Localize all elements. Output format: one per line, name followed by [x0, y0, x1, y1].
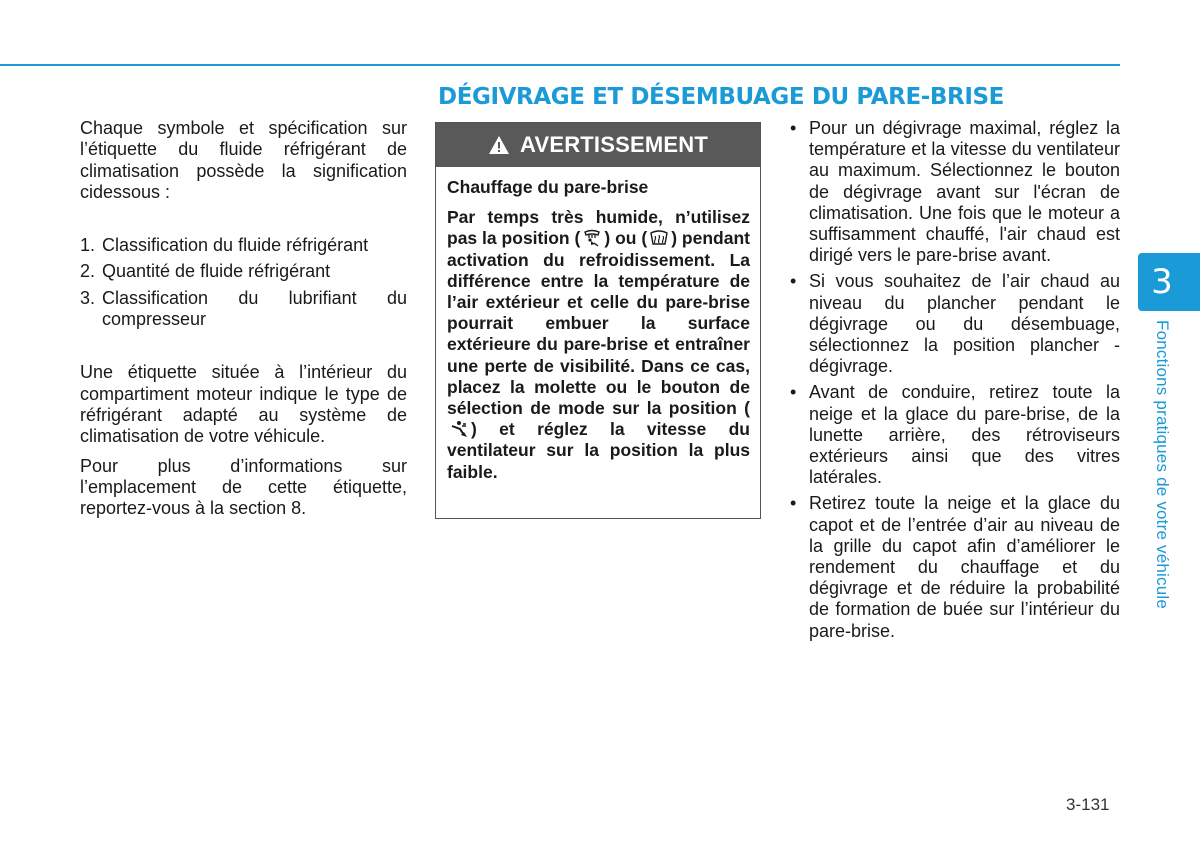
floor-defrost-icon: [583, 229, 601, 247]
page-number: 3-131: [1066, 795, 1110, 814]
list-item: 3. Classification du lubrifiant du compresseur: [80, 287, 407, 330]
bullet-item: • Si vous souhaitez de l’air chaud au niveau du plancher pendant le dégivrage ou du désembuage, sélectionnez la position plancher - dégivrage.: [790, 271, 1120, 377]
right-column: [789, 118, 1120, 647]
floor-mode-icon: [450, 420, 468, 438]
warning-header: [436, 123, 760, 167]
more-info-paragraph: Pour plus d’informations sur l’emplacement de cette étiquette, reportez-vous à la section 8.: [80, 455, 407, 519]
front-defrost-icon: [650, 229, 668, 247]
list-item: 2. Quantité de fluide réfrigérant: [80, 261, 331, 282]
chapter-label: Fonctions pratiques de votre véhicule: [1153, 320, 1172, 610]
bullet-item: • Retirez toute la neige et la glace du capot et de l’entrée d’air au niveau de la grille du capot afin d’améliorer le rendement du chauffage et du dégivrage et de réduire la probabilité de formation de buée sur l’intérieur du pare-brise.: [790, 493, 1120, 641]
chapter-tab: 3: [1138, 253, 1200, 311]
warning-box: [435, 122, 761, 519]
top-rule: [0, 64, 1120, 66]
warning-subtitle: Chauffage du pare-brise: [447, 177, 649, 197]
intro-paragraph: Chaque symbole et spécification sur l’étiquette du fluide réfrigérant de climatisation possède la signification cidessous :: [80, 118, 407, 202]
warning-label: AVERTISSEMENT: [520, 132, 708, 157]
numbered-list: [80, 235, 407, 330]
bullet-item: • Pour un dégivrage maximal, réglez la température et la vitesse du ventilateur au maximum. Sélectionnez le bouton de dégivrage avant sur l'écran de climatisation. Une fois que le moteur a suffisamment chauffé, l'air chaud est dirigé vers le pare-brise avant.: [790, 118, 1120, 266]
section-title: DÉGIVRAGE ET DÉSEMBUAGE DU PARE-BRISE: [438, 84, 1004, 110]
bullet-list: [789, 118, 1120, 642]
warning-triangle-icon: [488, 135, 510, 155]
warning-body: [436, 167, 760, 483]
left-column: [80, 118, 407, 519]
bullet-item: • Avant de conduire, retirez toute la neige et la glace du pare-brise, de la lunette arrière, des rétroviseurs extérieurs ainsi que des vitres latérales.: [790, 382, 1120, 488]
warning-text: Par temps très humide, n’utilisez pas la position ( ) ou ( ) pendant activation du refroidissement. La différence entre la température de l’air extérieur et celle du pare-brise pourrait embuer la surface extérieure du pare-brise et entraîner une perte de visibilité. Dans ce cas, placez la molette ou le bouton de sélection de mode sur la position () et réglez la vitesse du ventilateur sur la position la plus faible.: [447, 207, 750, 482]
label-location-paragraph: Une étiquette située à l’intérieur du compartiment moteur indique le type de réfrigérant adapté au système de climatisation de votre véhicule.: [80, 362, 407, 447]
list-item: 1. Classification du fluide réfrigérant: [80, 235, 369, 256]
